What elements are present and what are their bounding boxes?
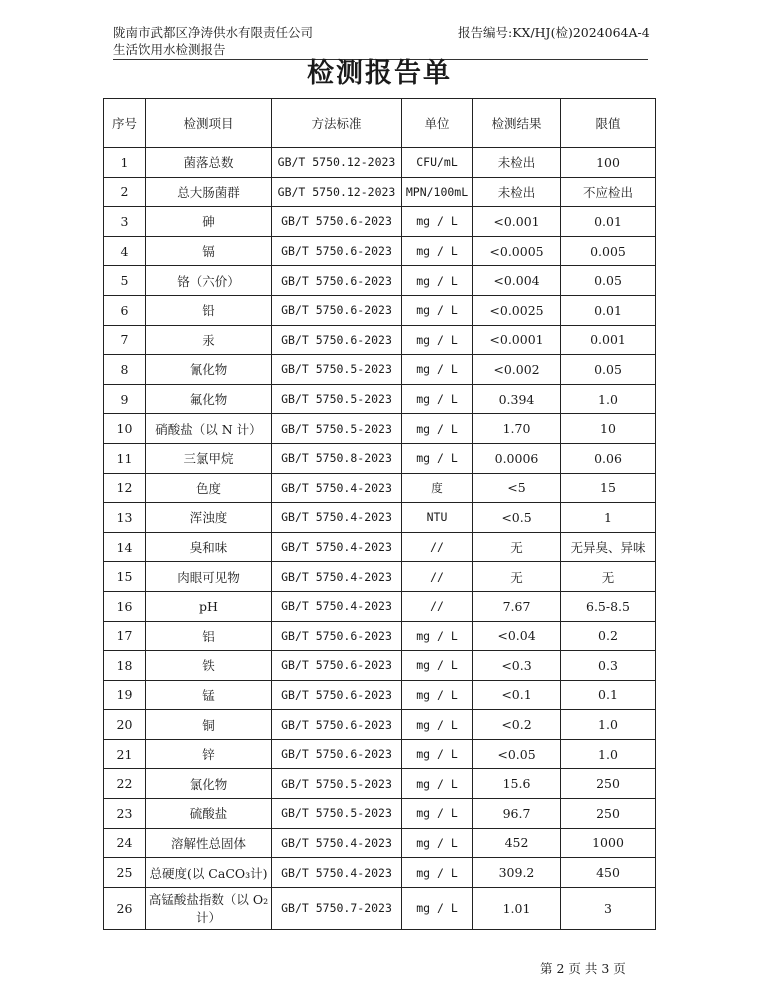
cell-no: 8: [104, 355, 146, 385]
cell-method: GB/T 5750.6-2023: [272, 651, 402, 681]
cell-no: 12: [104, 473, 146, 503]
cell-limit: 10: [561, 414, 656, 444]
table-row: [104, 266, 656, 296]
cell-item: 总大肠菌群: [146, 177, 272, 207]
cell-limit: 1000: [561, 828, 656, 858]
cell-limit: 250: [561, 799, 656, 829]
column-header-unit: 单位: [402, 99, 473, 148]
cell-result: <0.004: [473, 266, 561, 296]
cell-unit: //: [402, 532, 473, 562]
cell-no: 10: [104, 414, 146, 444]
table-row: [104, 414, 656, 444]
cell-result: <0.04: [473, 621, 561, 651]
cell-result: <0.1: [473, 680, 561, 710]
table-row: [104, 148, 656, 178]
cell-method: GB/T 5750.6-2023: [272, 266, 402, 296]
cell-item: 铝: [146, 621, 272, 651]
cell-result: <0.3: [473, 651, 561, 681]
cell-no: 17: [104, 621, 146, 651]
table-row: [104, 828, 656, 858]
cell-result: <0.2: [473, 710, 561, 740]
cell-item: 铅: [146, 295, 272, 325]
cell-method: GB/T 5750.4-2023: [272, 591, 402, 621]
cell-item: 铁: [146, 651, 272, 681]
cell-no: 11: [104, 443, 146, 473]
report-type: 生活饮用水检测报告: [113, 42, 226, 57]
cell-unit: NTU: [402, 503, 473, 533]
cell-result: <0.05: [473, 739, 561, 769]
cell-method: GB/T 5750.4-2023: [272, 503, 402, 533]
cell-limit: 0.05: [561, 355, 656, 385]
cell-unit: //: [402, 591, 473, 621]
cell-no: 13: [104, 503, 146, 533]
column-header-result: 检测结果: [473, 99, 561, 148]
cell-method: GB/T 5750.6-2023: [272, 680, 402, 710]
cell-unit: mg / L: [402, 207, 473, 237]
cell-result: <0.001: [473, 207, 561, 237]
table-row: [104, 503, 656, 533]
cell-limit: 不应检出: [561, 177, 656, 207]
cell-item: 镉: [146, 236, 272, 266]
cell-item: 色度: [146, 473, 272, 503]
cell-unit: CFU/mL: [402, 148, 473, 178]
table-row: [104, 651, 656, 681]
table-body: [104, 148, 656, 930]
cell-result: 0.394: [473, 384, 561, 414]
cell-unit: mg / L: [402, 355, 473, 385]
cell-result: 15.6: [473, 769, 561, 799]
cell-limit: 1.0: [561, 739, 656, 769]
cell-no: 4: [104, 236, 146, 266]
cell-result: <0.002: [473, 355, 561, 385]
page-title: 检测报告单: [307, 58, 452, 89]
cell-limit: 1.0: [561, 384, 656, 414]
cell-no: 19: [104, 680, 146, 710]
cell-item: 氟化物: [146, 384, 272, 414]
company-name: 陇南市武都区净涛供水有限责任公司: [113, 25, 314, 40]
cell-result: <0.0025: [473, 295, 561, 325]
cell-no: 6: [104, 295, 146, 325]
cell-item: 锌: [146, 739, 272, 769]
cell-limit: 3: [561, 887, 656, 929]
cell-no: 26: [104, 887, 146, 929]
cell-result: 7.67: [473, 591, 561, 621]
cell-no: 3: [104, 207, 146, 237]
cell-result: 452: [473, 828, 561, 858]
cell-unit: mg / L: [402, 799, 473, 829]
cell-no: 7: [104, 325, 146, 355]
table-row: [104, 384, 656, 414]
cell-result: 无: [473, 532, 561, 562]
cell-unit: mg / L: [402, 651, 473, 681]
cell-unit: mg / L: [402, 621, 473, 651]
cell-unit: mg / L: [402, 325, 473, 355]
cell-limit: 100: [561, 148, 656, 178]
cell-result: 无: [473, 562, 561, 592]
cell-limit: 无: [561, 562, 656, 592]
cell-limit: 15: [561, 473, 656, 503]
column-header-no: 序号: [104, 99, 146, 148]
table-row: [104, 799, 656, 829]
cell-method: GB/T 5750.7-2023: [272, 887, 402, 929]
cell-item: 高锰酸盐指数（以 O₂计）: [146, 887, 272, 929]
cell-item: 菌落总数: [146, 148, 272, 178]
cell-no: 9: [104, 384, 146, 414]
cell-method: GB/T 5750.12-2023: [272, 148, 402, 178]
table-row: [104, 532, 656, 562]
table-row: [104, 325, 656, 355]
cell-result: 未检出: [473, 148, 561, 178]
cell-item: 三氯甲烷: [146, 443, 272, 473]
cell-no: 2: [104, 177, 146, 207]
table-row: [104, 473, 656, 503]
cell-method: GB/T 5750.5-2023: [272, 799, 402, 829]
cell-unit: mg / L: [402, 680, 473, 710]
table-row: [104, 769, 656, 799]
table-row: [104, 207, 656, 237]
table-row: [104, 710, 656, 740]
table-row: [104, 177, 656, 207]
table-row: [104, 562, 656, 592]
cell-item: 铬（六价）: [146, 266, 272, 296]
table-header-row: [104, 99, 656, 148]
cell-result: <0.5: [473, 503, 561, 533]
cell-result: <5: [473, 473, 561, 503]
cell-method: GB/T 5750.12-2023: [272, 177, 402, 207]
table-row: [104, 295, 656, 325]
cell-limit: 0.01: [561, 295, 656, 325]
cell-item: 锰: [146, 680, 272, 710]
cell-item: pH: [146, 591, 272, 621]
cell-limit: 0.2: [561, 621, 656, 651]
cell-limit: 450: [561, 858, 656, 888]
cell-unit: mg / L: [402, 295, 473, 325]
cell-limit: 0.06: [561, 443, 656, 473]
cell-result: 0.0006: [473, 443, 561, 473]
cell-unit: 度: [402, 473, 473, 503]
cell-method: GB/T 5750.6-2023: [272, 295, 402, 325]
table-row: [104, 621, 656, 651]
cell-unit: mg / L: [402, 236, 473, 266]
column-header-method: 方法标准: [272, 99, 402, 148]
table-row: [104, 355, 656, 385]
cell-method: GB/T 5750.5-2023: [272, 384, 402, 414]
table-row: [104, 443, 656, 473]
cell-item: 臭和味: [146, 532, 272, 562]
table-row: [104, 236, 656, 266]
cell-item: 肉眼可见物: [146, 562, 272, 592]
cell-method: GB/T 5750.6-2023: [272, 621, 402, 651]
cell-unit: mg / L: [402, 887, 473, 929]
cell-item: 铜: [146, 710, 272, 740]
cell-unit: mg / L: [402, 443, 473, 473]
cell-result: 1.01: [473, 887, 561, 929]
cell-unit: MPN/100mL: [402, 177, 473, 207]
cell-limit: 1: [561, 503, 656, 533]
cell-limit: 6.5-8.5: [561, 591, 656, 621]
cell-item: 浑浊度: [146, 503, 272, 533]
cell-method: GB/T 5750.4-2023: [272, 473, 402, 503]
column-header-item: 检测项目: [146, 99, 272, 148]
cell-no: 20: [104, 710, 146, 740]
cell-no: 18: [104, 651, 146, 681]
cell-item: 汞: [146, 325, 272, 355]
cell-limit: 0.001: [561, 325, 656, 355]
cell-item: 硝酸盐（以 N 计）: [146, 414, 272, 444]
cell-no: 25: [104, 858, 146, 888]
cell-method: GB/T 5750.6-2023: [272, 739, 402, 769]
cell-method: GB/T 5750.5-2023: [272, 414, 402, 444]
table-row: [104, 858, 656, 888]
cell-result: 未检出: [473, 177, 561, 207]
cell-method: GB/T 5750.4-2023: [272, 562, 402, 592]
cell-unit: mg / L: [402, 384, 473, 414]
cell-no: 22: [104, 769, 146, 799]
cell-no: 14: [104, 532, 146, 562]
cell-method: GB/T 5750.6-2023: [272, 710, 402, 740]
cell-unit: //: [402, 562, 473, 592]
cell-no: 15: [104, 562, 146, 592]
cell-no: 16: [104, 591, 146, 621]
cell-method: GB/T 5750.4-2023: [272, 828, 402, 858]
cell-limit: 250: [561, 769, 656, 799]
cell-method: GB/T 5750.6-2023: [272, 207, 402, 237]
cell-result: <0.0005: [473, 236, 561, 266]
cell-method: GB/T 5750.6-2023: [272, 325, 402, 355]
cell-no: 1: [104, 148, 146, 178]
test-results-table: [103, 98, 656, 930]
cell-limit: 0.05: [561, 266, 656, 296]
cell-no: 5: [104, 266, 146, 296]
column-header-limit: 限值: [561, 99, 656, 148]
cell-method: GB/T 5750.5-2023: [272, 769, 402, 799]
cell-limit: 0.005: [561, 236, 656, 266]
cell-method: GB/T 5750.4-2023: [272, 858, 402, 888]
cell-result: 1.70: [473, 414, 561, 444]
cell-no: 21: [104, 739, 146, 769]
cell-limit: 1.0: [561, 710, 656, 740]
cell-unit: mg / L: [402, 266, 473, 296]
table-row: [104, 887, 656, 929]
page-number: 第 2 页 共 3 页: [540, 961, 626, 976]
report-header-left: [113, 24, 313, 58]
cell-result: 96.7: [473, 799, 561, 829]
cell-unit: mg / L: [402, 414, 473, 444]
cell-item: 总硬度(以 CaCO₃计): [146, 858, 272, 888]
report-number: 报告编号:KX/HJ(检)2024064A-4: [458, 25, 650, 40]
cell-unit: mg / L: [402, 739, 473, 769]
cell-item: 氯化物: [146, 769, 272, 799]
cell-item: 砷: [146, 207, 272, 237]
cell-no: 23: [104, 799, 146, 829]
cell-result: 309.2: [473, 858, 561, 888]
cell-method: GB/T 5750.8-2023: [272, 443, 402, 473]
table-row: [104, 680, 656, 710]
cell-unit: mg / L: [402, 828, 473, 858]
cell-no: 24: [104, 828, 146, 858]
cell-method: GB/T 5750.5-2023: [272, 355, 402, 385]
cell-unit: mg / L: [402, 710, 473, 740]
cell-item: 溶解性总固体: [146, 828, 272, 858]
cell-item: 硫酸盐: [146, 799, 272, 829]
cell-item: 氰化物: [146, 355, 272, 385]
cell-limit: 0.01: [561, 207, 656, 237]
cell-limit: 0.1: [561, 680, 656, 710]
cell-method: GB/T 5750.4-2023: [272, 532, 402, 562]
cell-result: <0.0001: [473, 325, 561, 355]
cell-method: GB/T 5750.6-2023: [272, 236, 402, 266]
cell-limit: 无异臭、异味: [561, 532, 656, 562]
cell-unit: mg / L: [402, 858, 473, 888]
cell-unit: mg / L: [402, 769, 473, 799]
table-row: [104, 591, 656, 621]
cell-limit: 0.3: [561, 651, 656, 681]
table-row: [104, 739, 656, 769]
